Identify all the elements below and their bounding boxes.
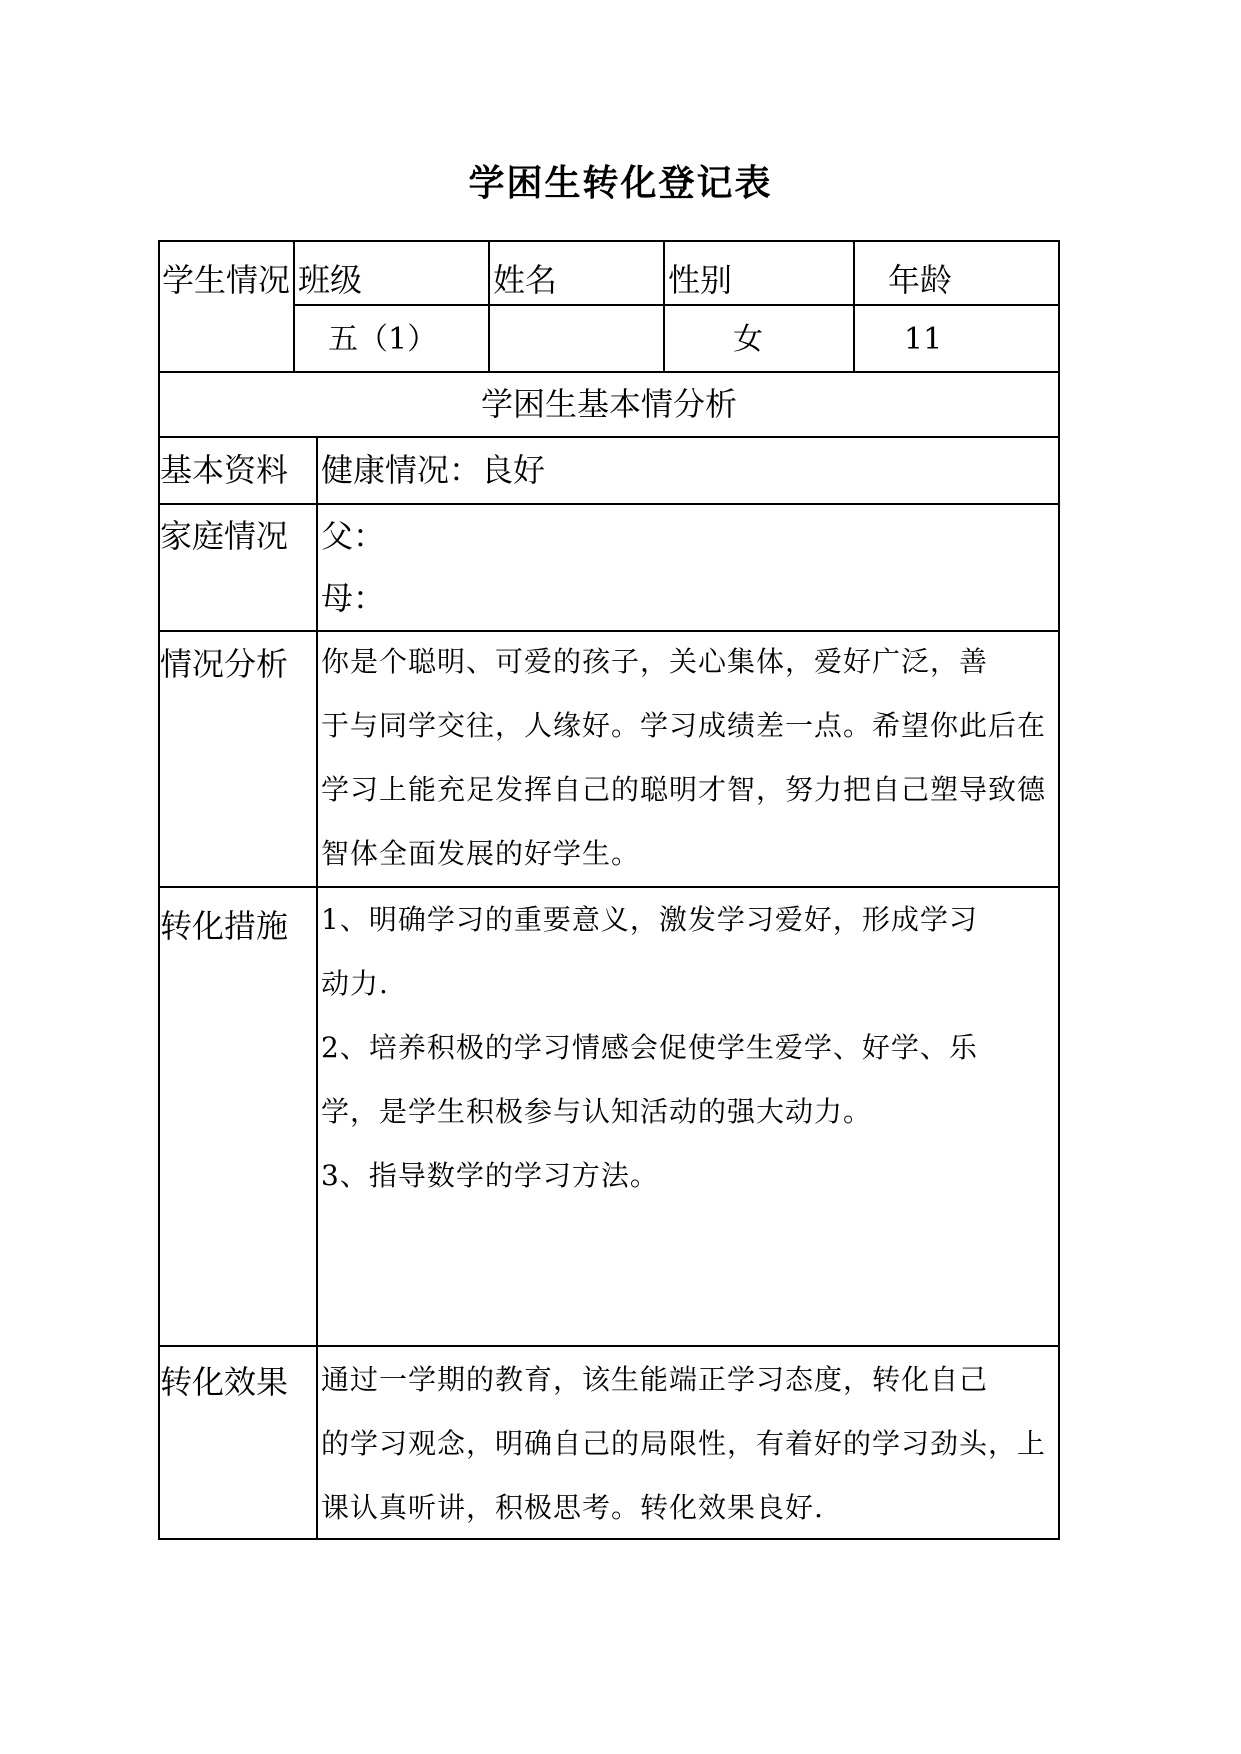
text-line: 2、培养积极的学习情感会促使学生爱学、好学、乐 <box>321 1031 978 1064</box>
measures-label: 转化措施 <box>160 907 289 945</box>
name-header: 姓名 <box>493 261 558 299</box>
page-title: 学困生转化登记表 <box>468 162 773 204</box>
class-header: 班级 <box>298 261 363 299</box>
table-rule <box>293 304 1060 306</box>
text-line: 动力. <box>321 967 389 1000</box>
mother-field: 母： <box>321 579 386 617</box>
situation-text <box>321 630 1046 886</box>
student-info-label: 学生情况 <box>162 261 291 299</box>
table-rule <box>158 371 1060 373</box>
health-status: 健康情况：良好 <box>321 451 546 489</box>
table-rule <box>158 436 1060 438</box>
analysis-heading: 学困生基本情分析 <box>480 385 737 423</box>
basic-info-label: 基本资料 <box>160 451 289 489</box>
table-rule <box>316 436 318 1540</box>
text-line: 的学习观念，明确自己的局限性，有着好的学习劲头，上 <box>321 1427 1047 1460</box>
situation-label: 情况分析 <box>160 645 289 683</box>
table-rule <box>293 240 295 371</box>
text-line: 1、明确学习的重要意义，激发学习爱好，形成学习 <box>321 903 978 936</box>
text-line: 通过一学期的教育，该生能端正学习态度，转化自己 <box>321 1363 989 1396</box>
age-header: 年龄 <box>888 261 953 299</box>
table-rule <box>158 503 1060 505</box>
registration-table <box>158 240 1060 1540</box>
table-rule <box>663 240 665 371</box>
family-label: 家庭情况 <box>160 517 289 555</box>
text-line: 3、指导数学的学习方法。 <box>321 1159 659 1192</box>
father-field: 父： <box>321 517 386 555</box>
text-line: 智体全面发展的好学生。 <box>321 837 641 870</box>
text-line: 你是个聪明、可爱的孩子，关心集体，爱好广泛，善 <box>321 645 989 678</box>
table-border-right <box>1058 240 1060 1540</box>
text-line: 学，是学生积极参与认知活动的强大动力。 <box>321 1095 873 1128</box>
measures-text <box>321 888 978 1208</box>
gender-header: 性别 <box>668 261 733 299</box>
effect-text <box>321 1348 1046 1540</box>
text-line: 课认真听讲，积极思考。转化效果良好. <box>321 1491 824 1524</box>
class-value: 五（1） <box>328 322 438 357</box>
table-border-left <box>158 240 160 1540</box>
age-value: 11 <box>904 322 943 357</box>
table-rule <box>158 1345 1060 1347</box>
text-line: 于与同学交往，人缘好。学习成绩差一点。希望你此后在 <box>321 709 1047 742</box>
table-rule <box>488 240 490 371</box>
effect-label: 转化效果 <box>160 1363 289 1401</box>
table-rule <box>853 240 855 371</box>
text-line: 学习上能充足发挥自己的聪明才智，努力把自己塑导致德 <box>321 773 1047 806</box>
gender-value: 女 <box>733 322 763 357</box>
